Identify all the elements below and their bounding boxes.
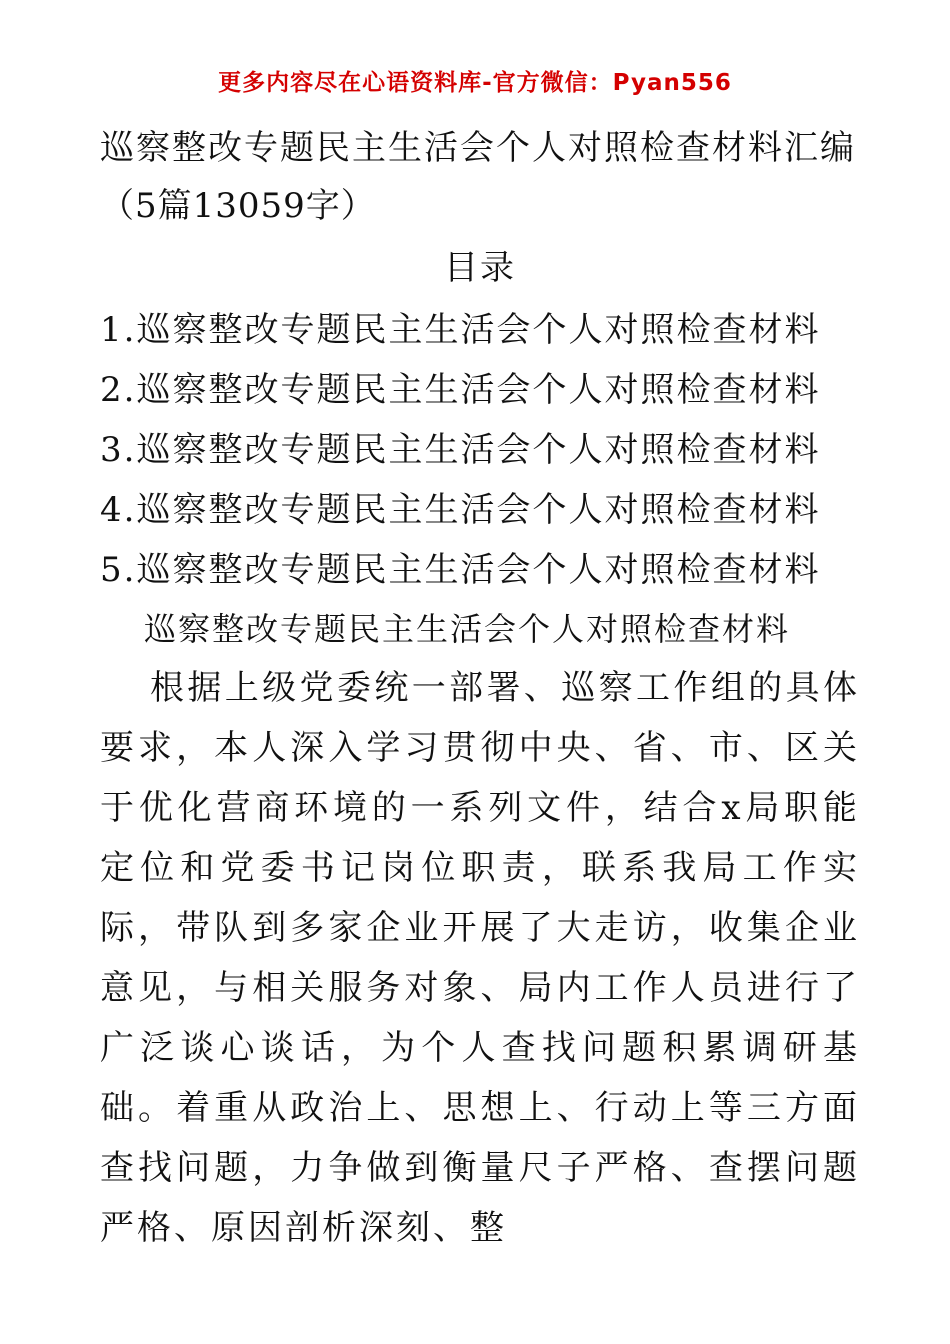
toc-item[interactable]: 3.巡察整改专题民主生活会个人对照检查材料 — [100, 430, 821, 470]
document-title: 巡察整改专题民主生活会个人对照检查材料汇编 — [100, 128, 856, 168]
toc-item[interactable]: 1.巡察整改专题民主生活会个人对照检查材料 — [100, 310, 821, 350]
toc-item[interactable]: 5.巡察整改专题民主生活会个人对照检查材料 — [100, 550, 821, 590]
toc-item[interactable]: 2.巡察整改专题民主生活会个人对照检查材料 — [100, 370, 821, 410]
word-count: （5篇13059字） — [100, 186, 376, 226]
table-of-contents — [100, 300, 860, 600]
body-paragraph: 根据上级党委统一部署、巡察工作组的具体要求，本人深入学习贯彻中央、省、市、区关于优化营商环境的一系列文件，结合x局职能定位和党委书记岗位职责，联系我局工作实际，带队到多家企业开展了大走访，收集企业意见，与相关服务对象、局内工作人员进行了广泛谈心谈话，为个人查找问题积累调研基础。着重从政治上、思想上、行动上等三方面查找问题，力争做到衡量尺子严格、查摆问题严格、原因剖析深刻、整 — [100, 668, 860, 1248]
document-page — [100, 122, 860, 1258]
header-banner: 更多内容尽在心语资料库-官方微信：Pyan556 — [218, 70, 732, 96]
toc-item[interactable]: 4.巡察整改专题民主生活会个人对照检查材料 — [100, 490, 821, 530]
toc-heading: 目录 — [444, 248, 516, 288]
section-title: 巡察整改专题民主生活会个人对照检查材料 — [144, 610, 791, 648]
